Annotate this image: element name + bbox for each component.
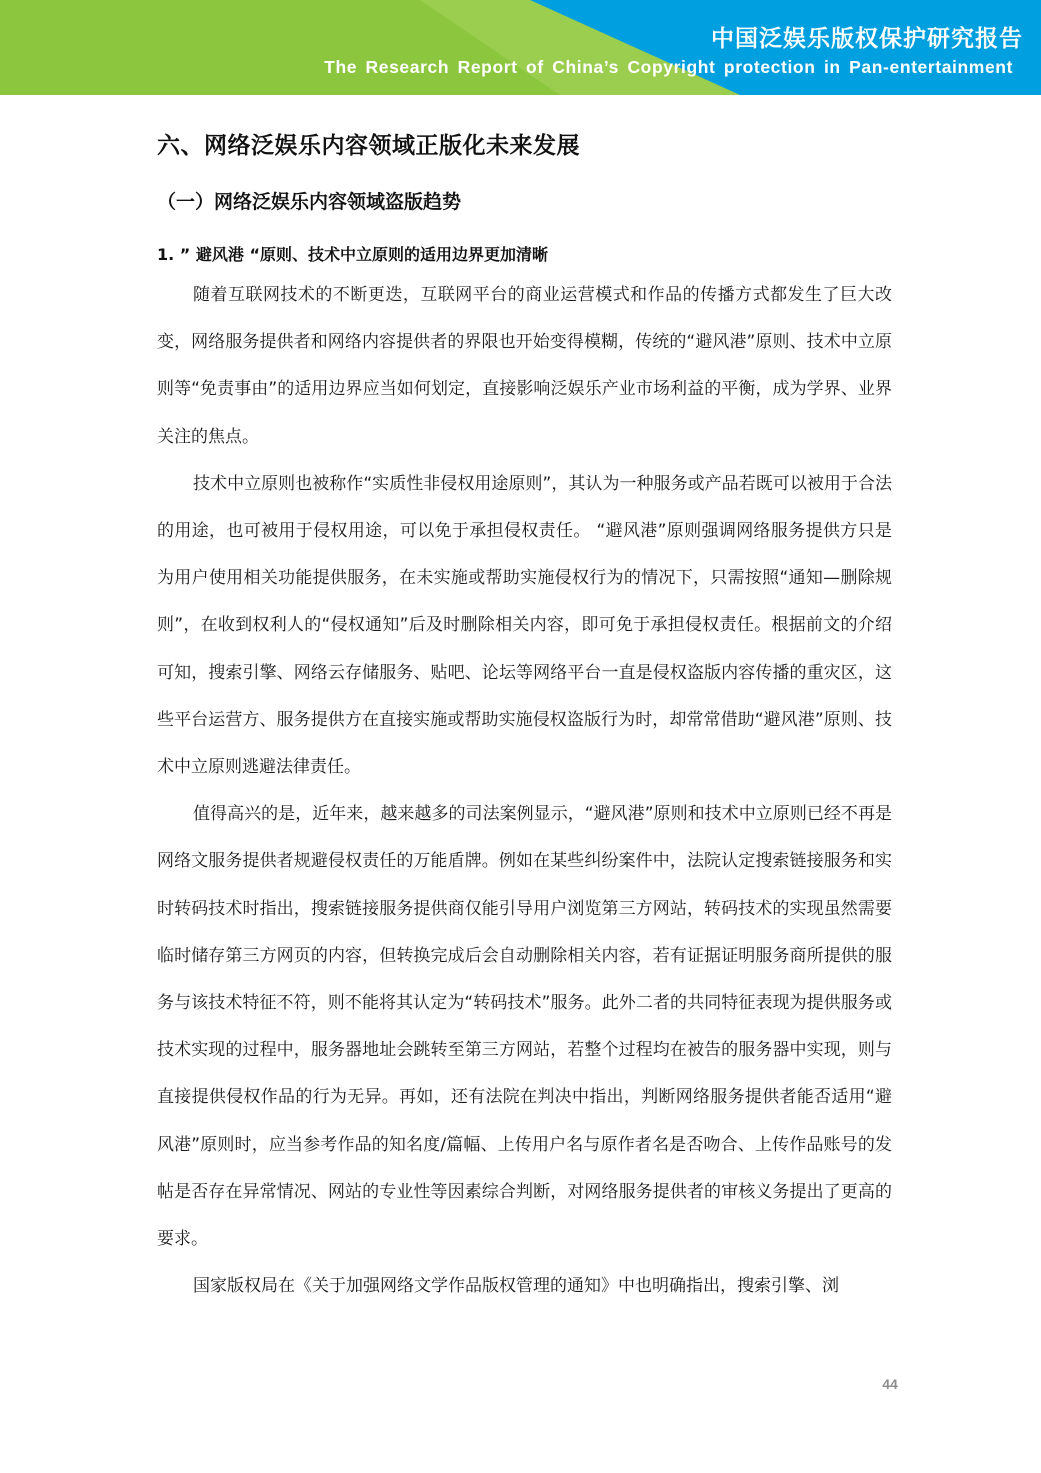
page-content [157,128,892,1310]
body-paragraph: 国家版权局在《关于加强网络文学作品版权管理的通知》中也明确指出，搜索引擎、浏 [193,1276,839,1297]
page-header [0,0,1041,95]
item-heading: 1. ” 避风港 “原则、技术中立原则的适用边界更加清晰 [157,245,548,264]
page-number: 44 [882,1376,898,1392]
report-title: 中国泛娱乐版权保护研究报告 [711,26,1023,52]
body-paragraph: 技术中立原则也被称作“实质性非侵权用途原则”，其认为一种服务或产品若既可以被用于合法的用途，也可被用于侵权用途，可以免于承担侵权责任。 “避风港”原则强调网络服务提供方只是为用户使用相关功能提供服务，在未实施或帮助实施侵权行为的情况下，只需按照“通知—删除规则”，在收到权利人的“侵权通知”后及时删除相关内容，即可免于承担侵权责任。根据前文的介绍可知，搜索引擎、网络云存储服务、贴吧、论坛等网络平台一直是侵权盗版内容传播的重灾区，这些平台运营方、服务提供方在直接实施或帮助实施侵权盗版行为时，却常常借助“避风港”原则、技术中立原则逃避法律责任。 [157,473,892,778]
body-paragraph: 值得高兴的是，近年来，越来越多的司法案例显示，“避风港”原则和技术中立原则已经不再是网络文服务提供者规避侵权责任的万能盾牌。例如在某些纠纷案件中，法院认定搜索链接服务和实时转码技术时指出，搜索链接服务提供商仅能引导用户浏览第三方网站，转码技术的实现虽然需要临时储存第三方网页的内容，但转换完成后会自动删除相关内容，若有证据证明服务商所提供的服务与该技术特征不符，则不能将其认定为“转码技术”服务。此外二者的共同特征表现为提供服务或技术实现的过程中，服务器地址会跳转至第三方网站，若整个过程均在被告的服务器中实现，则与直接提供侵权作品的行为无异。再如，还有法院在判决中指出，判断网络服务提供者能否适用“避风港”原则时，应当参考作品的知名度/篇幅、上传用户名与原作者名是否吻合、上传作品账号的发帖是否存在异常情况、网站的专业性等因素综合判断，对网络服务提供者的审核义务提出了更高的要求。 [157,804,892,1250]
subsection-heading: （一）网络泛娱乐内容领域盗版趋势 [157,191,462,213]
body-paragraph: 随着互联网技术的不断更迭，互联网平台的商业运营模式和作品的传播方式都发生了巨大改变，网络服务提供者和网络内容提供者的界限也开始变得模糊，传统的“避风港”原则、技术中立原则等“免责事由”的适用边界应当如何划定，直接影响泛娱乐产业市场利益的平衡，成为学界、业界关注的焦点。 [157,285,892,447]
report-subtitle: The Research Report of China’s Copyright protection in Pan-entertainment [324,57,1013,77]
section-heading: 六、网络泛娱乐内容领域正版化未来发展 [157,133,580,159]
